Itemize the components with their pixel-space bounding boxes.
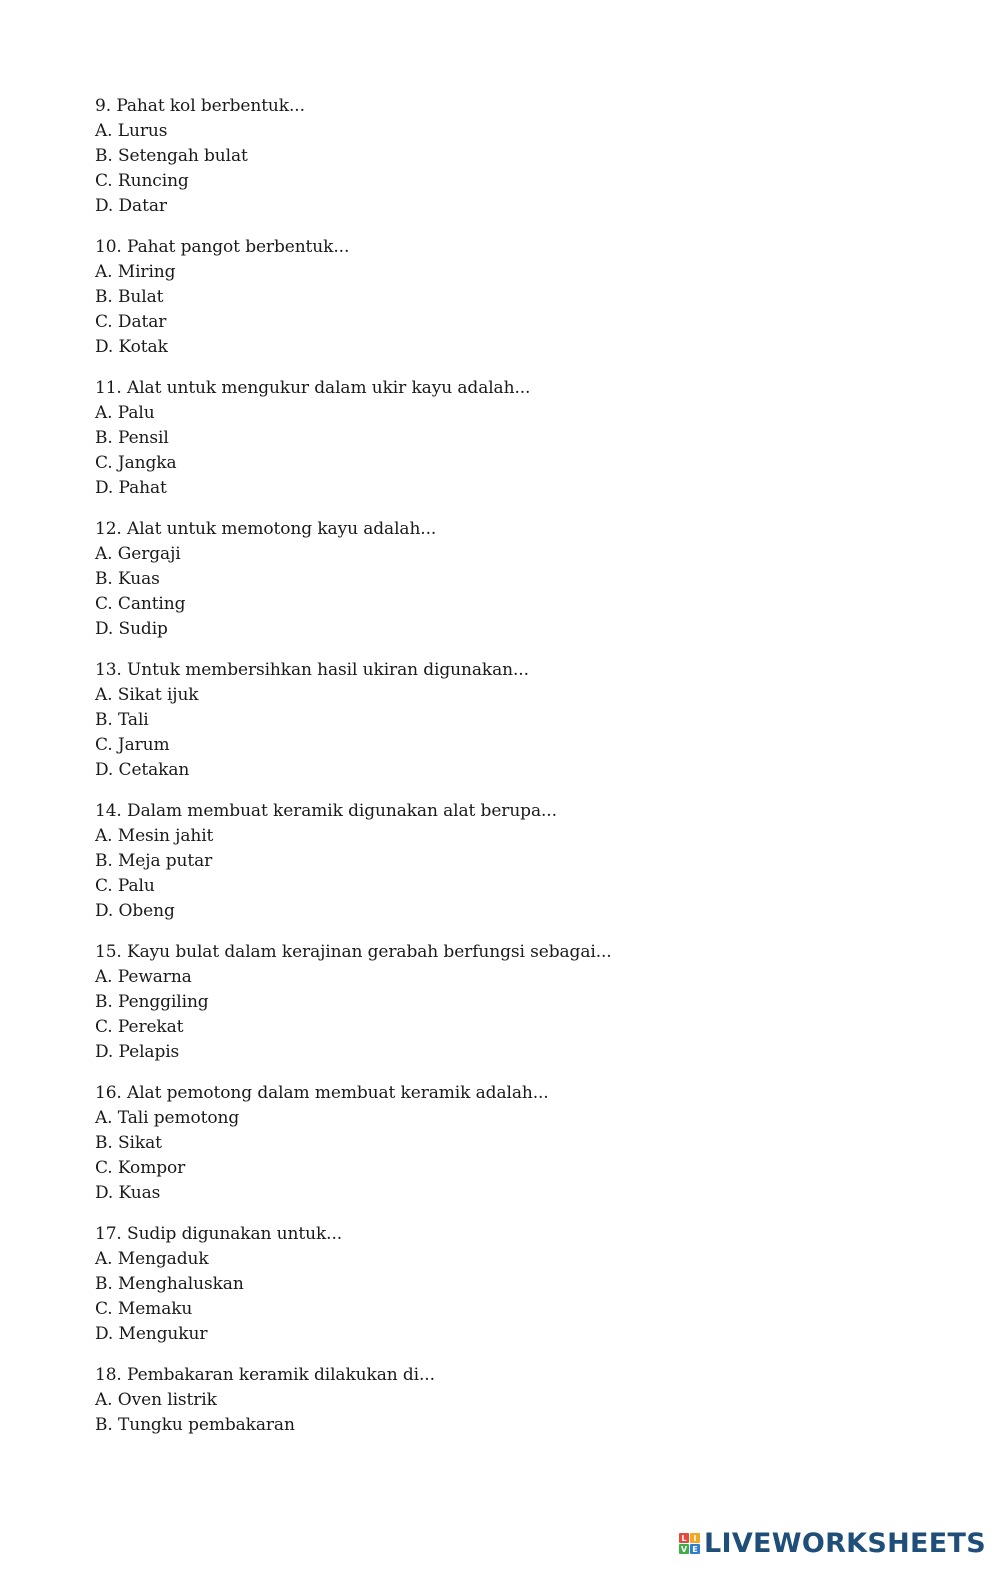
question-block — [95, 1222, 915, 1347]
answer-option: B. Meja putar — [95, 851, 213, 871]
logo-letter-e: E — [690, 1544, 700, 1554]
answer-option: D. Mengukur — [95, 1324, 208, 1344]
answer-option: D. Pelapis — [95, 1042, 180, 1062]
answer-option: B. Pensil — [95, 428, 169, 448]
question-prompt: 10. Pahat pangot berbentuk... — [95, 237, 350, 257]
question-prompt: 16. Alat pemotong dalam membuat keramik adalah... — [95, 1083, 549, 1103]
question-prompt: 11. Alat untuk mengukur dalam ukir kayu adalah... — [95, 378, 531, 398]
answer-option: C. Palu — [95, 876, 155, 896]
answer-option: D. Kuas — [95, 1183, 161, 1203]
answer-option: C. Canting — [95, 594, 186, 614]
liveworksheets-logo-icon — [679, 1533, 700, 1554]
answer-option: C. Memaku — [95, 1299, 193, 1319]
question-block — [95, 1081, 915, 1206]
question-block — [95, 940, 915, 1065]
answer-option: B. Sikat — [95, 1133, 162, 1153]
question-block — [95, 517, 915, 642]
worksheet-questions — [95, 94, 915, 1454]
answer-option: C. Jarum — [95, 735, 170, 755]
answer-option: B. Kuas — [95, 569, 160, 589]
logo-letter-v: V — [680, 1544, 688, 1554]
answer-option: A. Mesin jahit — [95, 826, 214, 846]
answer-option: B. Menghaluskan — [95, 1274, 244, 1294]
question-block — [95, 235, 915, 360]
answer-option: C. Datar — [95, 312, 167, 332]
answer-option: C. Perekat — [95, 1017, 184, 1037]
answer-option: D. Kotak — [95, 337, 168, 357]
liveworksheets-branding — [679, 1528, 986, 1559]
question-block — [95, 376, 915, 501]
answer-option: B. Tali — [95, 710, 149, 730]
answer-option: C. Kompor — [95, 1158, 186, 1178]
answer-option: A. Miring — [95, 262, 176, 282]
answer-option: A. Tali pemotong — [95, 1108, 240, 1128]
answer-option: A. Lurus — [95, 121, 168, 141]
answer-option: B. Setengah bulat — [95, 146, 248, 166]
question-block — [95, 94, 915, 219]
question-prompt: 15. Kayu bulat dalam kerajinan gerabah berfungsi sebagai... — [95, 942, 612, 962]
question-block — [95, 799, 915, 924]
answer-option: D. Obeng — [95, 901, 175, 921]
answer-option: D. Sudip — [95, 619, 168, 639]
answer-option: B. Bulat — [95, 287, 164, 307]
answer-option: D. Datar — [95, 196, 167, 216]
answer-option: A. Mengaduk — [95, 1249, 209, 1269]
answer-option: A. Sikat ijuk — [95, 685, 199, 705]
logo-letter-l: L — [679, 1533, 689, 1543]
question-prompt: 14. Dalam membuat keramik digunakan alat berupa... — [95, 801, 557, 821]
answer-option: C. Runcing — [95, 171, 189, 191]
logo-letter-i: I — [690, 1533, 700, 1543]
question-prompt: 12. Alat untuk memotong kayu adalah... — [95, 519, 437, 539]
question-prompt: 17. Sudip digunakan untuk... — [95, 1224, 343, 1244]
answer-option: A. Palu — [95, 403, 155, 423]
question-prompt: 18. Pembakaran keramik dilakukan di... — [95, 1365, 435, 1385]
answer-option: B. Penggiling — [95, 992, 209, 1012]
question-block — [95, 1363, 915, 1438]
liveworksheets-wordmark: LIVEWORKSHEETS — [703, 1528, 986, 1559]
answer-option: A. Gergaji — [95, 544, 181, 564]
answer-option: A. Pewarna — [95, 967, 192, 987]
question-prompt: 9. Pahat kol berbentuk... — [95, 96, 305, 116]
answer-option: C. Jangka — [95, 453, 177, 473]
answer-option: B. Tungku pembakaran — [95, 1415, 295, 1435]
question-prompt: 13. Untuk membersihkan hasil ukiran digunakan... — [95, 660, 529, 680]
answer-option: D. Pahat — [95, 478, 167, 498]
answer-option: A. Oven listrik — [95, 1390, 217, 1410]
question-block — [95, 658, 915, 783]
answer-option: D. Cetakan — [95, 760, 190, 780]
